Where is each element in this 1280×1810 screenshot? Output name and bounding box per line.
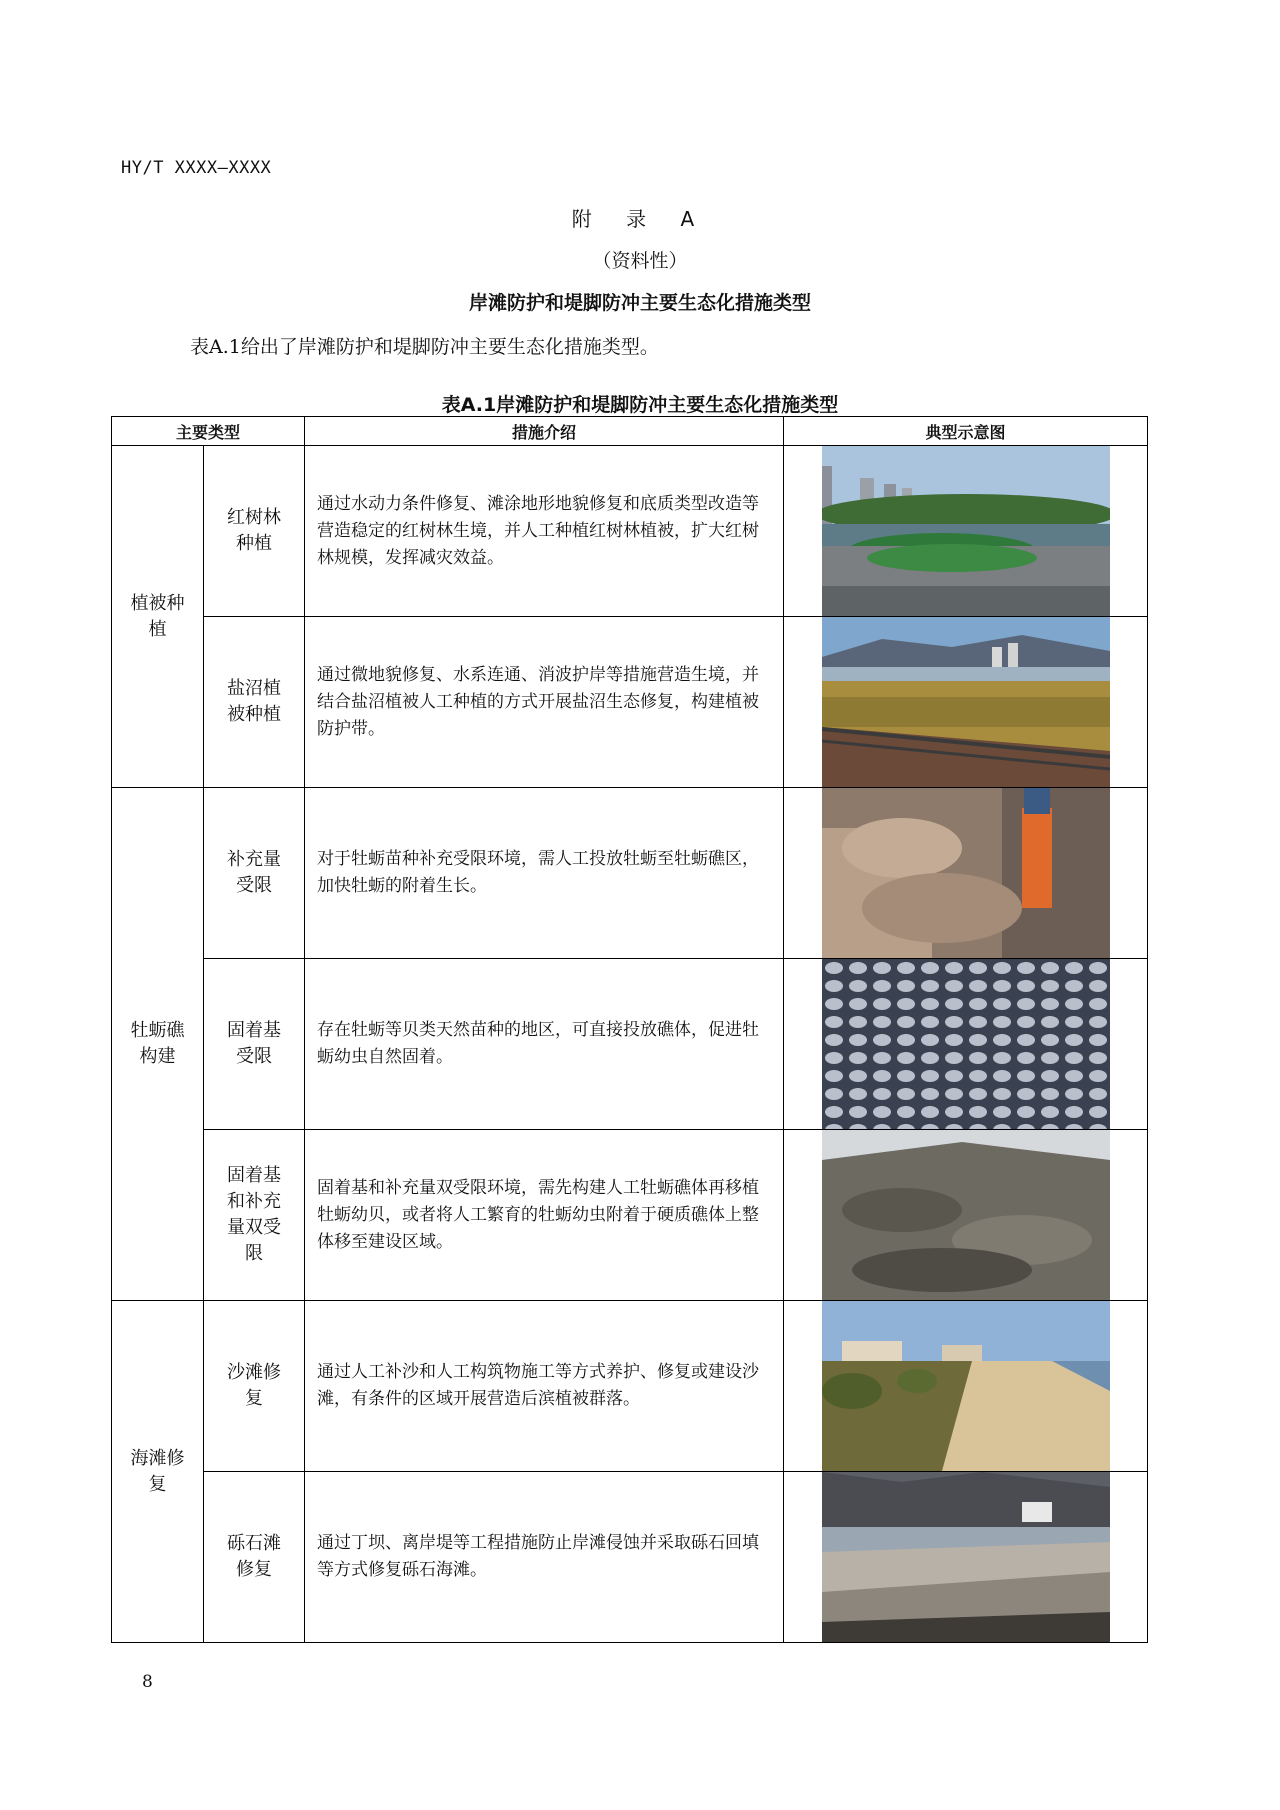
measure-description: 对于牡蛎苗种补充受限环境，需人工投放牡蛎至牡蛎礁区，加快牡蛎的附着生长。 bbox=[305, 788, 784, 959]
measure-description: 存在牡蛎等贝类天然苗种的地区，可直接投放礁体，促进牡蛎幼虫自然固着。 bbox=[305, 959, 784, 1130]
measure-description: 通过水动力条件修复、滩涂地形地貌修复和底质类型改造等营造稳定的红树林生境，并人工种植红树林植被，扩大红树林规模，发挥减灾效益。 bbox=[305, 446, 784, 617]
measure-description: 通过人工补沙和人工构筑物施工等方式养护、修复或建设沙滩，有条件的区域开展营造后滨植被群落。 bbox=[305, 1301, 784, 1472]
standard-code: HY/T XXXX—XXXX bbox=[121, 158, 272, 178]
subtype-cell: 砾石滩 修复 bbox=[204, 1472, 305, 1643]
subtype-cell: 沙滩修 复 bbox=[204, 1301, 305, 1472]
category-oyster-reef: 牡蛎礁 构建 bbox=[112, 788, 204, 1301]
intro-paragraph: 表A.1给出了岸滩防护和堤脚防冲主要生态化措施类型。 bbox=[190, 336, 659, 358]
table-row bbox=[112, 446, 1148, 617]
header-type: 主要类型 bbox=[112, 417, 305, 446]
oyster-release-photo bbox=[822, 788, 1110, 958]
measure-description: 通过微地貌修复、水系连通、消波护岸等措施营造生境，并结合盐沼植被人工种植的方式开展盐沼生态修复，构建植被防护带。 bbox=[305, 617, 784, 788]
oyster-reef-photo bbox=[822, 959, 1110, 1129]
category-beach-restoration: 海滩修 复 bbox=[112, 1301, 204, 1643]
mangrove-photo bbox=[822, 446, 1110, 616]
subtype-cell: 固着基 和补充 量双受 限 bbox=[204, 1130, 305, 1301]
header-image: 典型示意图 bbox=[784, 417, 1148, 446]
measure-description: 固着基和补充量双受限环境，需先构建人工牡蛎礁体再移植牡蛎幼贝，或者将人工繁育的牡蛎幼虫附着于硬质礁体上整体移至建设区域。 bbox=[305, 1130, 784, 1301]
salt-marsh-photo bbox=[822, 617, 1110, 787]
page-number: 8 bbox=[142, 1672, 153, 1692]
table-row bbox=[112, 959, 1148, 1130]
artificial-reef-photo bbox=[822, 1130, 1110, 1300]
category-vegetation: 植被种 植 bbox=[112, 446, 204, 788]
sand-beach-photo bbox=[822, 1301, 1110, 1471]
appendix-nature: （资料性） bbox=[592, 250, 688, 272]
gravel-beach-photo bbox=[822, 1472, 1110, 1642]
table-row bbox=[112, 1301, 1148, 1472]
table-row bbox=[112, 617, 1148, 788]
header-intro: 措施介绍 bbox=[305, 417, 784, 446]
table-row bbox=[112, 1472, 1148, 1643]
measure-description: 通过丁坝、离岸堤等工程措施防止岸滩侵蚀并采取砾石回填等方式修复砾石海滩。 bbox=[305, 1472, 784, 1643]
appendix-label: 附 录 A bbox=[571, 207, 709, 231]
appendix-title: 岸滩防护和堤脚防冲主要生态化措施类型 bbox=[468, 292, 811, 314]
table-header-row bbox=[112, 417, 1148, 446]
table-title: 表A.1岸滩防护和堤脚防冲主要生态化措施类型 bbox=[441, 394, 839, 416]
subtype-cell: 固着基 受限 bbox=[204, 959, 305, 1130]
table-row bbox=[112, 1130, 1148, 1301]
measures-table bbox=[111, 416, 1148, 1643]
table-row bbox=[112, 788, 1148, 959]
subtype-cell: 红树林 种植 bbox=[204, 446, 305, 617]
subtype-cell: 补充量 受限 bbox=[204, 788, 305, 959]
subtype-cell: 盐沼植 被种植 bbox=[204, 617, 305, 788]
